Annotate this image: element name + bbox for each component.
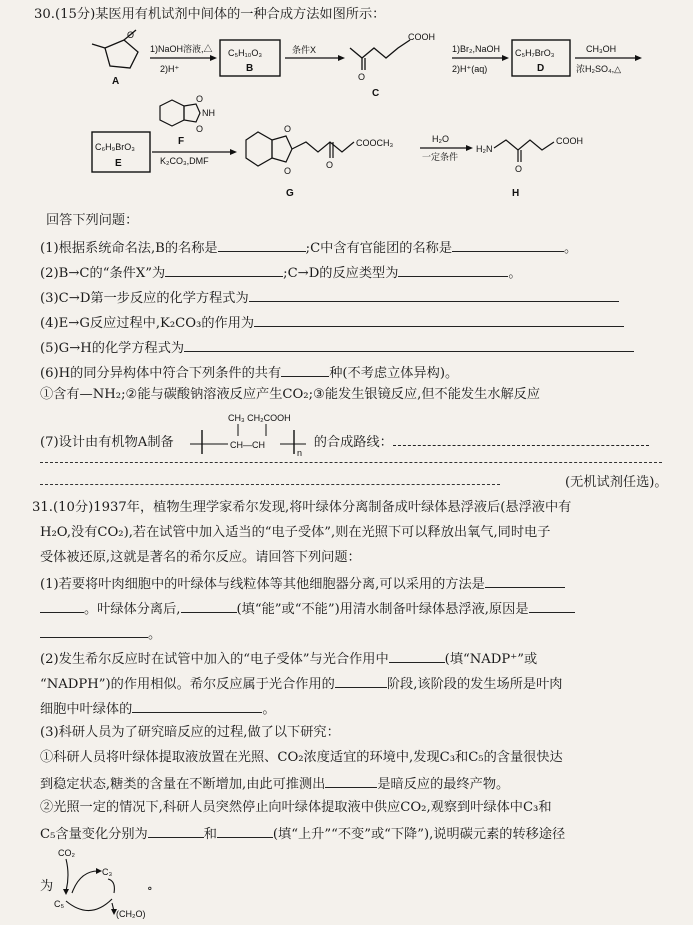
C-cooh: COOH [408, 32, 435, 42]
q31-3c: 为 [40, 879, 54, 894]
q30-2: (2)B→C的“条件X”为 ;C→D的反应类型为 。 [40, 263, 522, 283]
blank-31-3b1[interactable] [148, 824, 204, 838]
q30-5: (5)G→H的化学方程式为 [40, 338, 634, 358]
answer-line-2[interactable] [40, 484, 500, 485]
blank-31-2c[interactable] [132, 699, 262, 713]
molecule-H [494, 140, 554, 150]
arrow6-top: H₂O [432, 134, 449, 144]
label-C: C [372, 88, 380, 99]
F-O-top: O [196, 94, 204, 104]
q30-7: (7)设计由有机物A制备 的合成路线： [40, 432, 649, 452]
molecule-F [160, 100, 200, 126]
q31-para1-line1: 31.(10分)1937年，植物生理学家希尔发现,将叶绿体分离制备成叶绿体悬浮液后(悬浮液中有 [32, 500, 572, 515]
q31-2-line3: 细胞中叶绿体的 。 [40, 699, 276, 719]
F-NH: NH [202, 108, 215, 118]
D-formula: C₅H₇BrO₃ [515, 48, 555, 58]
q31-3a-line1: ①科研人员将叶绿体提取液放置在光照、CO₂浓度适宜的环境中,发现C₃和C₅的含量很快达 [40, 750, 563, 765]
cycle-c5: C₅ [54, 899, 65, 909]
H-amine: H₂N [476, 144, 493, 154]
molecule-G [246, 132, 354, 166]
q30-6: (6)H的同分异构体中符合下列条件的共有 种(不考虑立体异构)。 [40, 363, 458, 383]
q31-para1-line2: H₂O,没有CO₂),若在试管中加入适当的“电子受体”,则在光照下可以释放出氧气,同时电子 [40, 525, 551, 540]
arrow2-top: 条件X [292, 45, 317, 55]
blank-31-1c-cont[interactable] [40, 624, 148, 638]
G-O-top: O [284, 124, 292, 134]
blank-31-1b[interactable] [181, 599, 237, 613]
arrow1-top: 1)NaOH溶液,△ [150, 44, 213, 54]
blank-3[interactable] [249, 288, 619, 302]
C-ketone-O: O [358, 72, 366, 82]
G-O-bottom: O [284, 166, 292, 176]
reaction-scheme-row2 [0, 94, 693, 210]
H-cooh: COOH [556, 136, 583, 146]
q30-6-conditions: ①含有—NH₂;②能与碳酸钠溶液反应产生CO₂;③能发生银镜反应,但不能发生水解反应 [40, 387, 541, 402]
A-ring-O: O [127, 30, 135, 40]
E-formula: C₆H₉BrO₃ [95, 142, 135, 152]
arrow3-top: 1)Br₂,NaOH [452, 44, 501, 54]
blank-31-1c[interactable] [529, 599, 575, 613]
q31-2-line2: “NADPH”)的作用相似。希尔反应属于光合作用的 阶段,该阶段的发生场所是叶肉 [40, 674, 562, 694]
blank-31-2b[interactable] [335, 674, 387, 688]
label-G: G [286, 188, 294, 199]
blank-2a[interactable] [165, 263, 283, 277]
q31-3a-line2: 到稳定状态,糖类的含量在不断增加,由此可推测出 是暗反应的最终产物。 [40, 774, 509, 794]
blank-4[interactable] [254, 313, 624, 327]
blank-31-1a[interactable] [485, 574, 565, 588]
q31-2-line1: (2)发生希尔反应时在试管中加入的“电子受体”与光合作用中 (填“NADP⁺”或 [40, 649, 537, 669]
blank-31-1a-cont[interactable] [40, 599, 84, 613]
polymer-top: CH₃ CH₂COOH [228, 413, 291, 423]
label-B: B [246, 63, 254, 74]
arrow4-top: CH₃OH [586, 44, 617, 54]
blank-2b[interactable] [398, 263, 508, 277]
cycle-end: 。 [148, 881, 158, 892]
blank-31-3b2[interactable] [217, 824, 273, 838]
cycle-ch2o: (CH₂O) [116, 909, 146, 919]
q31-3b-line2: C₅含量变化分别为 和 (填“上升”“不变”或“下降”),说明碳元素的转移途径 [40, 824, 565, 844]
cycle-co2: CO₂ [58, 848, 75, 858]
polymer-structure [176, 410, 326, 460]
G-ketone-O: O [326, 160, 334, 170]
q31-3b-line1: ②光照一定的情况下,科研人员突然停止向叶绿体提取液中供应CO₂,观察到叶绿体中C₃和 [40, 800, 552, 815]
B-formula: C₅H₁₀O₃ [228, 48, 263, 58]
arrow6-bottom: 一定条件 [422, 152, 459, 162]
label-A: A [112, 76, 120, 87]
answer-line-1[interactable] [40, 462, 662, 463]
q30-3: (3)C→D第一步反应的化学方程式为 [40, 288, 619, 308]
polymer-n: n [297, 448, 303, 458]
label-H: H [512, 188, 520, 199]
blank-1b[interactable] [452, 238, 564, 252]
arrow1-bottom: 2)H⁺ [160, 64, 180, 74]
blank-31-2a[interactable] [389, 649, 445, 663]
G-ester: COOCH₃ [356, 138, 394, 148]
calvin-cycle-diagram [52, 845, 192, 925]
q31-1-line1: (1)若要将叶肉细胞中的叶绿体与线粒体等其他细胞器分离,可以采用的方法是 [40, 574, 565, 594]
blank-31-3a[interactable] [325, 774, 377, 788]
polymer-chain: CH—CH [230, 440, 265, 450]
q31-3: (3)科研人员为了研究暗反应的过程,做了以下研究： [40, 725, 340, 740]
molecule-C [350, 40, 410, 58]
blank-7[interactable] [393, 432, 649, 446]
q30-7-end: (无机试剂任选)。 [565, 475, 668, 490]
blank-1a[interactable] [218, 238, 306, 252]
q31-1-line2: 。叶绿体分离后, (填“能”或“不能”)用清水制备叶绿体悬浮液,原因是 [40, 599, 575, 619]
arrow3-bottom: 2)H⁺(aq) [452, 64, 488, 74]
arrow4-bottom: 浓H₂SO₄,△ [576, 64, 622, 74]
q30-4: (4)E→G反应过程中,K₂CO₃的作用为 [40, 313, 624, 333]
F-O-bottom: O [196, 124, 204, 134]
label-E: E [115, 158, 122, 169]
H-ketone-O: O [515, 164, 523, 174]
arrow5-bottom: K₂CO₃,DMF [160, 156, 209, 166]
q30-1: (1)根据系统命名法,B的名称是 ;C中含有官能团的名称是 。 [40, 238, 577, 258]
label-D: D [537, 63, 545, 74]
q31-1-line3: 。 [40, 624, 161, 644]
blank-6[interactable] [281, 363, 329, 377]
cycle-c3: C₃ [102, 867, 113, 877]
q31-para1-line3: 受体被还原,这就是著名的希尔反应。请回答下列问题： [40, 550, 361, 565]
blank-5[interactable] [184, 338, 634, 352]
q30-heading: 30.(15分)某医用有机试剂中间体的一种合成方法如图所示： [34, 7, 386, 22]
q30-intro: 回答下列问题： [46, 213, 139, 228]
label-F: F [178, 136, 185, 147]
